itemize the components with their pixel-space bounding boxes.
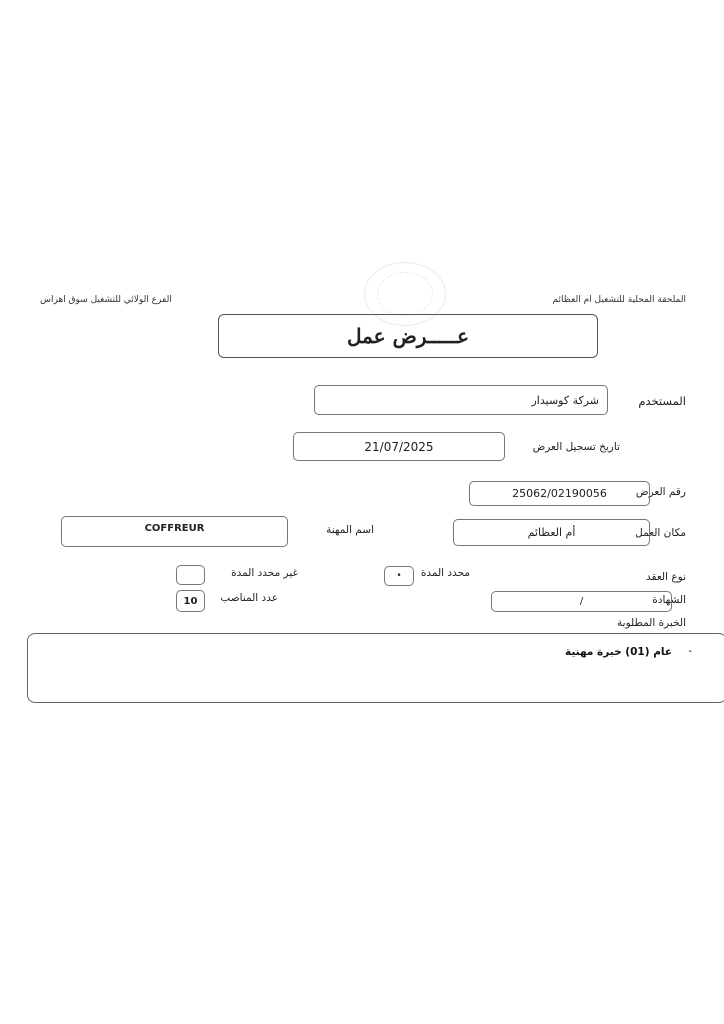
workplace-label: مكان العمل	[635, 527, 686, 539]
reg-date-field	[293, 432, 505, 461]
workplace-value: أم العظائم	[527, 526, 576, 539]
experience-box	[27, 633, 724, 703]
local-agency-header: الملحقة المحلية للتشغيل ام العظائم	[552, 295, 686, 305]
fixed-term-label: محدد المدة	[420, 567, 470, 579]
positions-value: 10	[183, 595, 198, 607]
employer-value: شركة كوسيدار	[531, 393, 599, 407]
open-term-checkbox	[176, 565, 205, 585]
positions-label: عدد المناصب	[220, 592, 278, 604]
offer-number-field	[469, 481, 650, 506]
open-term-label: غير محدد المدة	[231, 567, 298, 579]
offer-number-label: رقم العرض	[635, 486, 686, 498]
profession-label: اسم المهنة	[326, 524, 374, 536]
employer-field	[314, 385, 608, 415]
profession-field	[61, 516, 288, 547]
workplace-field	[453, 519, 650, 546]
profession-value: COFFREUR	[144, 523, 205, 534]
experience-bullet: -	[688, 645, 692, 657]
experience-item: عام (01) خبرة مهنية	[565, 646, 672, 658]
reg-date-label: تاريخ تسجيل العرض	[532, 441, 620, 453]
reg-date-value: 21/07/2025	[364, 439, 434, 454]
offer-number-value: 25062/02190056	[512, 487, 607, 500]
document-title: عـــــرض عمل	[218, 314, 598, 358]
experience-label: الخبرة المطلوبة	[617, 617, 686, 629]
regional-branch-header: الفرع الولائي للتشغيل سوق اهراس	[40, 295, 172, 305]
fixed-term-checkbox	[384, 566, 414, 586]
fixed-term-mark: •	[396, 571, 402, 581]
positions-field	[176, 590, 205, 612]
contract-type-label: نوع العقد	[646, 571, 686, 583]
certificate-label: الشهادة	[652, 594, 686, 606]
certificate-value: /	[579, 596, 584, 607]
employer-label: المستخدم	[638, 394, 686, 408]
certificate-field	[491, 591, 672, 612]
